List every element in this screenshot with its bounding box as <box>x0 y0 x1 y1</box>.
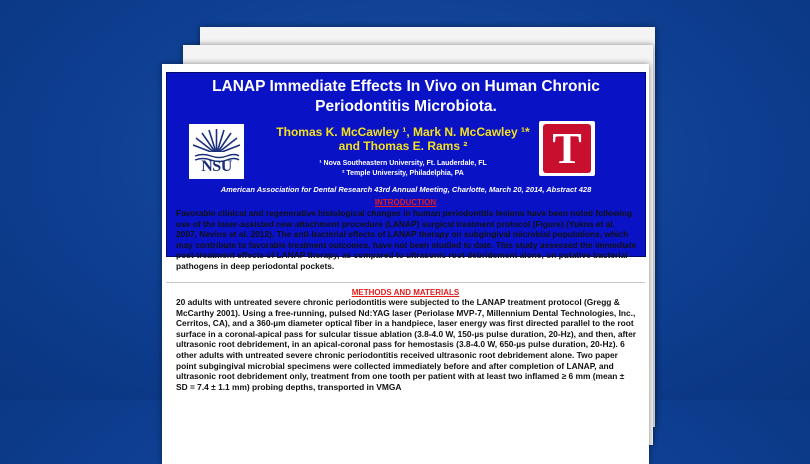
section-divider <box>166 282 645 283</box>
methods-text: 20 adults with untreated severe chronic periodontitis were subjected to the LANAP treatment protocol (Gregg & McCarthy 2001). Using a free-running, pulsed Nd:YAG laser (Periolase MVP-7, Millennium Dental Technologies, Inc., Cerritos, CA), and a 360-µm diameter optical fiber in a handpiece, laser energy was first directed parallel to the root surface in a coronal-apical pass for sulcular tissue ablation (3.8-4.0 W, 150-µs pulse duration, 20-Hz), and then, after ultrasonic root debridement, in an apical-coronal pass for hemostasis (3.8-4.0 W, 650-µs pulse duration, 20-Hz). 6 other adults with untreated severe chronic periodontitis received ultrasonic root debridement alone. Two paper point subgingival microbial specimens were collected immediately before and after completion of LANAP, and ultrasonic root debridement only, treatment from one tooth per patient with at least two inflamed ≥ 6 mm (mean ± SD = 7.4 ± 1.1 mm) probing depths, transported in VMGA <box>176 297 636 392</box>
temple-logo <box>539 121 595 176</box>
affiliation-2: ² Temple University, Philadelphia, PA <box>342 170 464 177</box>
title-line-2: Periodontitis Microbiota. <box>315 98 497 115</box>
methods-heading: METHODS AND MATERIALS <box>351 288 460 297</box>
title-line-1: LANAP Immediate Effects In Vivo on Human Chronic <box>212 78 600 95</box>
affiliation-1: ¹ Nova Southeastern University, Ft. Lauderdale, FL <box>319 160 487 167</box>
authors-line-2: and Thomas E. Rams ² <box>338 139 468 153</box>
poster-authors <box>227 125 579 153</box>
authors-line-1: Thomas K. McCawley ¹, Mark N. McCawley ¹* <box>276 125 530 139</box>
poster <box>162 64 649 464</box>
temple-logo-letter: T <box>552 124 582 173</box>
nsu-logo-text: NSU <box>201 158 232 175</box>
poster-title <box>167 77 645 117</box>
introduction-text: Favorable clinical and regenerative histological changes in human periodontitis lesions have been noted following use of the laser-assisted new attachment procedure (LANAP) surgical treatment protocol (Figure) (Yukna et al. 2007, Nevins et al. 2012). The anti-bacterial effects of LANAP therapy on subgingival microbial populations, which may contribute to favorable treatment outcomes, have not been studied to date. This study assessed the immediate post-treatment effects of LANAP therapy, as compared to ultrasonic root debridement alone, on putative bacterial pathogens in deep periodontal pockets. <box>176 208 637 271</box>
introduction-heading: INTRODUCTION <box>374 198 437 207</box>
conference-line: American Association for Dental Research 43rd Annual Meeting, Charlotte, March 20, 2014, Abstract 428 <box>220 185 592 194</box>
poster-affiliations <box>227 159 579 179</box>
poster-page[interactable] <box>162 64 649 464</box>
